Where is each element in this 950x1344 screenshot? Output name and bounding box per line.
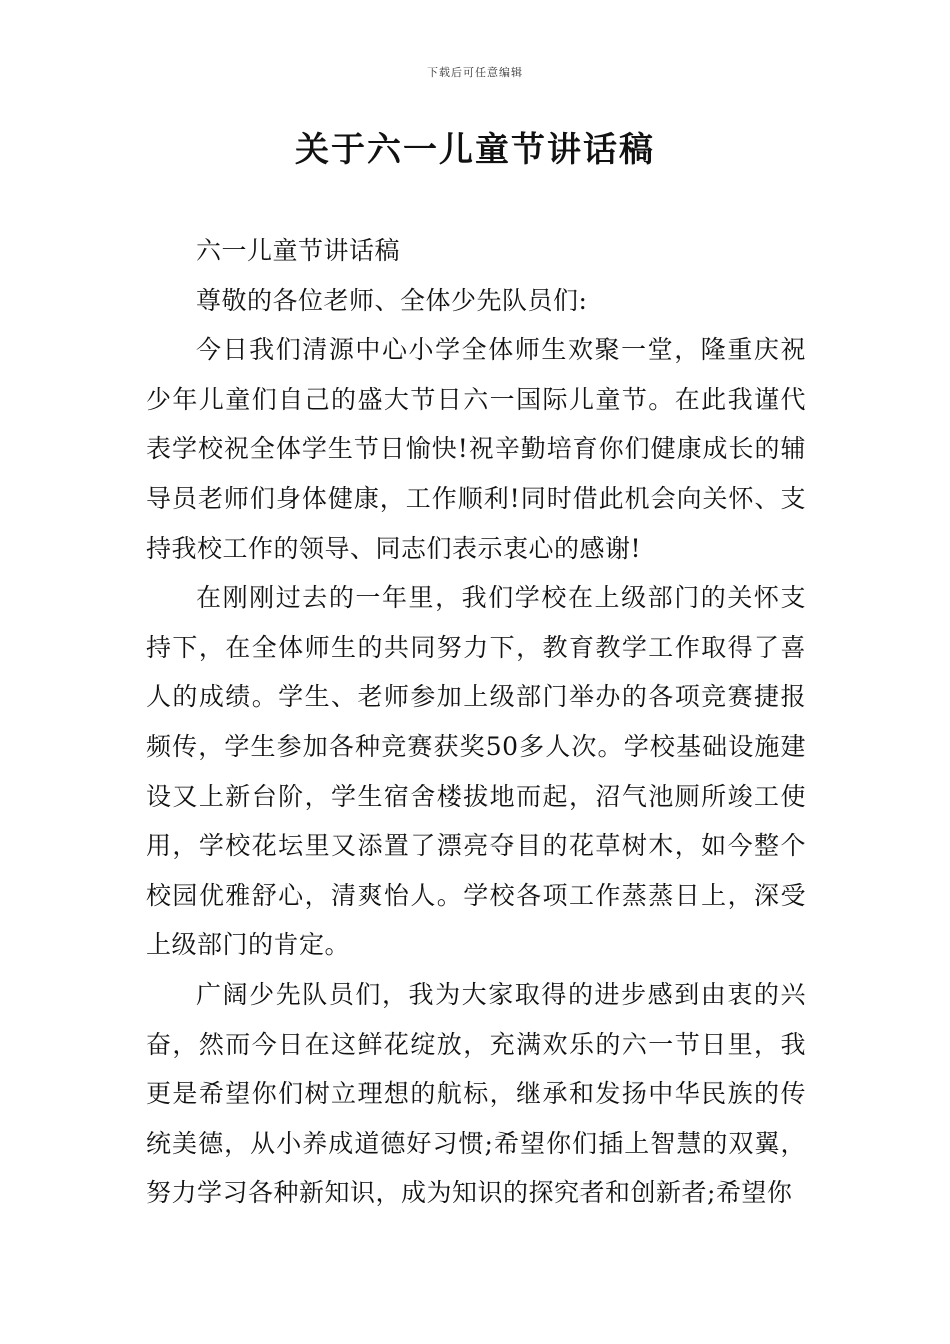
document-title: 关于六一儿童节讲话稿: [295, 130, 655, 170]
document-body: [146, 226, 806, 1218]
paragraph: 在刚刚过去的一年里，我们学校在上级部门的关怀支持下，在全体师生的共同努力下，教育教学工作取得了喜人的成绩。学生、老师参加上级部门举办的各项竞赛捷报频传，学生参加各种竞赛获奖50多人次。学校基础设施建设又上新台阶，学生宿舍楼拔地而起，沼气池厕所竣工使用，学校花坛里又添置了漂亮夺目的花草树木，如今整个校园优雅舒心，清爽怡人。学校各项工作蒸蒸日上，深受上级部门的肯定。: [146, 583, 806, 960]
paragraph-heading: 六一儿童节讲话稿: [196, 236, 401, 265]
paragraph: 今日我们清源中心小学全体师生欢聚一堂，隆重庆祝少年儿童们自己的盛大节日六一国际儿童节。在此我谨代表学校祝全体学生节日愉快!祝辛勤培育你们健康成长的辅导员老师们身体健康，工作顺利!同时借此机会向关怀、支持我校工作的领导、同志们表示衷心的感谢!: [146, 335, 806, 563]
header-note: 下载后可任意编辑: [427, 66, 523, 79]
paragraph: 广阔少先队员们，我为大家取得的进步感到由衷的兴奋，然而今日在这鲜花绽放，充满欢乐的六一节日里，我更是希望你们树立理想的航标，继承和发扬中华民族的传统美德，从小养成道德好习惯;希望你们插上智慧的双翼，努力学习各种新知识，成为知识的探究者和创新者;希望你: [146, 979, 806, 1208]
paragraph-salutation: 尊敬的各位老师、全体少先队员们:: [196, 285, 588, 315]
